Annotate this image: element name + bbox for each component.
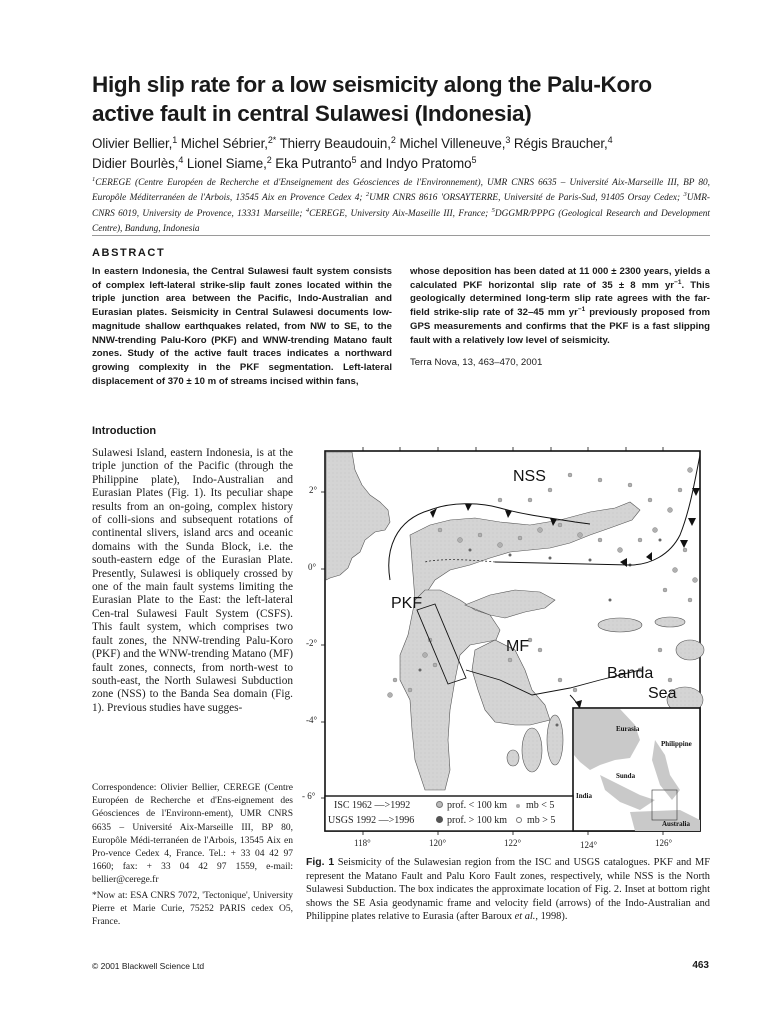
affiliations: $^1$CEREGE (Centre Européen de Recherche et d'Enseignement des Géosciences de l'Environnement), UMR CNRS 6635 – Université Aix-Marseille III, BP 80, Europôle Méditerranéen de l'Arbois, 13545 Aix en Provence Cedex 4; $^2$UMR CNRS 8616 'ORSAYTERRE, Université de Paris-Sud, 91405 Orsay Cedex; $^3$UMR-CNRS 6019, University de Provence, 13331 Marseille; $^4$CEREGE, University Aix-Maseille III, France; $^5$DGGMR/PPPG (Geological Research and Development Centre), Bandung, Indonesia [92, 176, 710, 234]
latitude-tick: -2° [306, 638, 318, 648]
label-nss: NSS [513, 468, 546, 485]
legend-shallow: prof. < 100 km [436, 800, 507, 811]
article-title: High slip rate for a low seismicity along the Palu-Koro active fault in central Sulawesi (Indonesia) [92, 72, 652, 126]
author: Didier Bourlès,$^4$ [92, 155, 184, 171]
longitude-tick: 124° [580, 840, 598, 850]
inset-label-philippine: Philippine [661, 740, 692, 748]
map-legend [326, 797, 572, 832]
latitude-tick: 2° [309, 485, 318, 495]
correspondence-address: Correspondence: Olivier Bellier, CEREGE (Centre Européen de Recherche et d'Ens-eignement des Géosciences de l'Environn-ement), UMR CNRS 6635 – Université Aix-Marseille III, BP 80, Europôle Médi-terranéen de l'Arbois, 13545 Aix en Pro-vence Cedex 4, France. Tel.: + 33 04 42 97 1660; fax: + 33 04 42 97 1559, e-mail: bellier@cerege.fr [92, 783, 293, 886]
label-mf: MF [506, 638, 530, 655]
author: Michel Sébrier,$^{2*}$ [180, 135, 277, 151]
inset-label-australia: Australia [662, 820, 690, 828]
legend-mb-large: mb > 5 [516, 815, 555, 826]
copyright-notice: © 2001 Blackwell Science Ltd [92, 961, 205, 971]
figure-label: Fig. 1 [306, 857, 335, 868]
shallow-marker-icon [436, 801, 443, 808]
figure-1-seismicity-map [300, 440, 712, 852]
small-magnitude-icon [516, 804, 520, 808]
abstract-right-column: whose deposition has been dated at 11 000 ± 2300 years, yields a calculated PKF horizontal slip rate of 35 ± 8 mm $yr^{-1}$. This geologically determined long-term slip rate agrees with the far-field strike-slip rate of 32–45 mm $yr^{-1}$ previously proposed from GPS measurements and confirms that the PKF is a fast slipping fault with a relatively low level of seismicity. [410, 266, 710, 346]
author-list [92, 134, 712, 174]
label-pkf: PKF [391, 595, 423, 612]
header-divider [92, 235, 710, 236]
deep-marker-icon [436, 816, 443, 823]
author: Eka Putranto$^5$ [275, 155, 357, 171]
legend-isc: ISC 1962 —>1992 [334, 800, 411, 811]
longitude-tick: 126° [655, 838, 673, 848]
journal-citation: Terra Nova, 13, 463–470, 2001 [410, 357, 543, 368]
longitude-tick: 118° [354, 838, 371, 848]
longitude-tick: 120° [429, 838, 447, 848]
inset-label-sunda: Sunda [616, 772, 636, 780]
abstract-left-column: In eastern Indonesia, the Central Sulawesi fault system consists of complex left-lateral strike-slip fault zones located within the triple junction area between the Pacific, Indo-Australian and Eurasian plates. Seismicity in Central Sulawesi documents low-magnitude shallow earthquakes related, from NW to SE, to the NNW-trending Palu-Koro (PKF) and WNW-trending Matano fault zones. Study of the active fault traces indicates a northward growing complexity in the PKF segmentation. Left-lateral displacement of 370 ± 10 m of streams incised within fans, [92, 266, 392, 387]
author: Thierry Beaudouin,$^2$ [279, 135, 396, 151]
inset-label-eurasia: Eurasia [616, 725, 640, 733]
author: Michel Villeneuve,$^3$ [399, 135, 511, 151]
legend-deep: prof. > 100 km [436, 815, 507, 826]
figure-1-caption: Fig. 1 Seismicity of the Sulawesian region from the ISC and USGS catalogues. PKF and MF represent the Matano Fault and Palu Koro Fault zones, respectively, while NSS is the North Sulawesi Subduction. The box indicates the approximate location of Fig. 2. Inset at bottom right shows the SE Asia geodynamic frame and velocity field (arrows) of the Indo-Australian and Philippine plates relative to Eurasia (after Baroux et al., 1998). [306, 857, 710, 922]
latitude-tick: -4° [306, 715, 318, 725]
longitude-tick: 122° [504, 838, 522, 848]
label-banda: Banda [607, 665, 654, 682]
introduction-body: Sulawesi Island, eastern Indonesia, is at the triple junction of the Pacific (through the Philippine plate), Indo-Australian and Eurasian Plates (Fig. 1). Its peculiar shape results from an on-going, complex history of colli-sions and subsequent rotations of continental slivers, island arcs and oceanic domains with the Sunda Block, i.e. the south-eastern edge of the Eurasian Plate. Presently, Sulawesi is obliquely crossed by one of the main fault systems limiting the Eurasian Plate to the East: the left-lateral Cen-tral Sulawesi Fault System (CSFS). This fault system, which comprises two fault zones, the NNW-trending Palu-Koro (PKF) and the WNW-trending Matano (MF) fault zones, connects, from north-west to south-east, the North Sulawesi Subduction zone (NSS) to the Banda Sea domain (Fig. 1). Previous studies have sugges- [92, 447, 293, 714]
page-number: 463 [692, 960, 709, 971]
section-heading-introduction: Introduction [92, 425, 157, 437]
legend-usgs: USGS 1992 —>1996 [328, 815, 415, 826]
large-magnitude-icon [516, 817, 522, 823]
author: Régis Braucher,$^4$ [513, 135, 613, 151]
inset-label-india: India [576, 792, 592, 800]
present-address-note: *Now at: ESA CNRS 7072, 'Tectonique', University Pierre et Marie Curie, 75252 PARIS cedex O5, France. [92, 890, 293, 928]
abstract-heading: ABSTRACT [92, 247, 166, 259]
latitude-tick: - 6° [302, 791, 316, 801]
author: Olivier Bellier,$^1$ [92, 135, 178, 151]
correspondence-note [92, 782, 293, 929]
author: Lionel Siame,$^2$ [186, 155, 272, 171]
author: and Indyo Pratomo$^5$ [359, 155, 477, 171]
latitude-tick: 0° [308, 562, 317, 572]
legend-mb-small: mb < 5 [516, 800, 554, 811]
label-sea: Sea [648, 685, 677, 702]
